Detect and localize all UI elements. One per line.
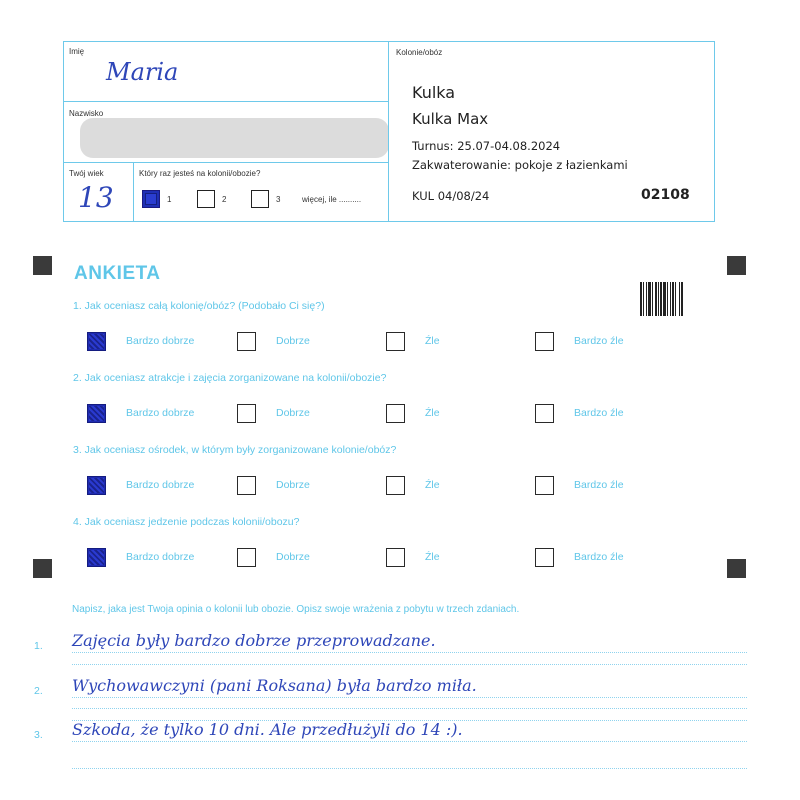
question-4-checkbox-dobrze[interactable] [237, 548, 256, 567]
ktory-raz-option-2-label: 2 [222, 195, 227, 204]
question-3-checkbox-bardzo-dobrze[interactable] [87, 476, 106, 495]
nazwisko-redacted [80, 118, 389, 158]
dotted-line [72, 697, 747, 698]
survey-title: ANKIETA [74, 263, 161, 284]
opinion-line-number: 2. [34, 685, 43, 697]
question-4-checkbox-zle[interactable] [386, 548, 405, 567]
question-2-checkbox-zle[interactable] [386, 404, 405, 423]
wiek-value[interactable]: 13 [78, 181, 114, 214]
question-2-checkbox-bardzo-zle[interactable] [535, 404, 554, 423]
question-2-checkbox-dobrze[interactable] [237, 404, 256, 423]
dotted-line [72, 708, 747, 709]
ktory-raz-option-1-label: 1 [167, 195, 172, 204]
question-3-checkbox-bardzo-zle[interactable] [535, 476, 554, 495]
ktory-raz-option-2[interactable] [197, 190, 215, 208]
question-4-text: 4. Jak oceniasz jedzenie podczas kolonii/obozu? [73, 516, 300, 528]
question-3-option-label: Dobrze [276, 479, 310, 491]
opinion-line-number: 1. [34, 640, 43, 652]
wiek-label: Twój wiek [69, 169, 104, 178]
question-1-text: 1. Jak oceniasz całą kolonię/obóz? (Podobało Ci się?) [73, 300, 325, 312]
zakwaterowanie: Zakwaterowanie: pokoje z łazienkami [412, 158, 628, 172]
question-1-option-label: Bardzo dobrze [126, 335, 195, 347]
question-3-option-label: Bardzo dobrze [126, 479, 195, 491]
registration-marker-top-left [33, 256, 52, 275]
question-2-text: 2. Jak oceniasz atrakcje i zajęcia zorganizowane na kolonii/obozie? [73, 372, 387, 384]
form-number: 02108 [641, 187, 690, 203]
ktory-raz-option-1[interactable] [142, 190, 160, 208]
dotted-line [72, 768, 747, 769]
question-1-checkbox-bardzo-dobrze[interactable] [87, 332, 106, 351]
opinion-answer-3[interactable]: Szkoda, że tylko 10 dni. Ale przedłużyli do 14 :). [72, 720, 463, 739]
question-3-text: 3. Jak oceniasz ośrodek, w którym były zorganizowane kolonie/obóz? [73, 444, 397, 456]
question-3-checkbox-zle[interactable] [386, 476, 405, 495]
question-4-option-label: Bardzo źle [574, 551, 624, 563]
question-4-checkbox-bardzo-dobrze[interactable] [87, 548, 106, 567]
question-1-option-label: Dobrze [276, 335, 310, 347]
opinion-line-number: 3. [34, 729, 43, 741]
question-4-checkbox-bardzo-zle[interactable] [535, 548, 554, 567]
opinion-answer-1[interactable]: Zajęcia były bardzo dobrze przeprowadzane. [72, 631, 436, 650]
wiecej-label[interactable]: więcej, ile .......... [302, 195, 362, 204]
registration-marker-mid-left [33, 559, 52, 578]
imie-value[interactable]: Maria [106, 58, 179, 86]
camp-name: Kulka [412, 83, 456, 102]
question-3-option-label: Bardzo źle [574, 479, 624, 491]
question-2-option-label: Dobrze [276, 407, 310, 419]
kolonie-label: Kolonie/obóz [396, 48, 443, 57]
opinion-prompt: Napisz, jaka jest Twoja opinia o kolonii lub obozie. Opisz swoje wrażenia z pobytu w trzech zdaniach. [72, 604, 520, 615]
dotted-line [72, 741, 747, 742]
question-1-option-label: Bardzo źle [574, 335, 624, 347]
barcode [640, 282, 695, 316]
question-1-checkbox-zle[interactable] [386, 332, 405, 351]
registration-marker-top-right [727, 256, 746, 275]
question-1-option-label: Źle [425, 335, 440, 347]
nazwisko-label: Nazwisko [69, 109, 104, 118]
dotted-line [72, 652, 747, 653]
turnus: Turnus: 25.07-04.08.2024 [412, 139, 561, 153]
camp-full-name: Kulka Max [412, 110, 489, 128]
dotted-line [72, 664, 747, 665]
camp-code: KUL 04/08/24 [412, 189, 490, 203]
question-2-option-label: Bardzo dobrze [126, 407, 195, 419]
ktory-raz-label: Który raz jesteś na kolonii/obozie? [139, 169, 261, 178]
question-2-checkbox-bardzo-dobrze[interactable] [87, 404, 106, 423]
question-2-option-label: Bardzo źle [574, 407, 624, 419]
question-4-option-label: Źle [425, 551, 440, 563]
question-4-option-label: Dobrze [276, 551, 310, 563]
barcode-bar [683, 282, 684, 316]
question-1-checkbox-bardzo-zle[interactable] [535, 332, 554, 351]
opinion-answer-2[interactable]: Wychowawczyni (pani Roksana) była bardzo miła. [72, 676, 477, 695]
question-1-checkbox-dobrze[interactable] [237, 332, 256, 351]
imie-label: Imię [69, 47, 85, 56]
question-3-option-label: Źle [425, 479, 440, 491]
ktory-raz-option-3[interactable] [251, 190, 269, 208]
ktory-raz-option-3-label: 3 [276, 195, 281, 204]
question-3-checkbox-dobrze[interactable] [237, 476, 256, 495]
registration-marker-mid-right [727, 559, 746, 578]
dotted-line [72, 720, 747, 721]
question-4-option-label: Bardzo dobrze [126, 551, 195, 563]
question-2-option-label: Źle [425, 407, 440, 419]
